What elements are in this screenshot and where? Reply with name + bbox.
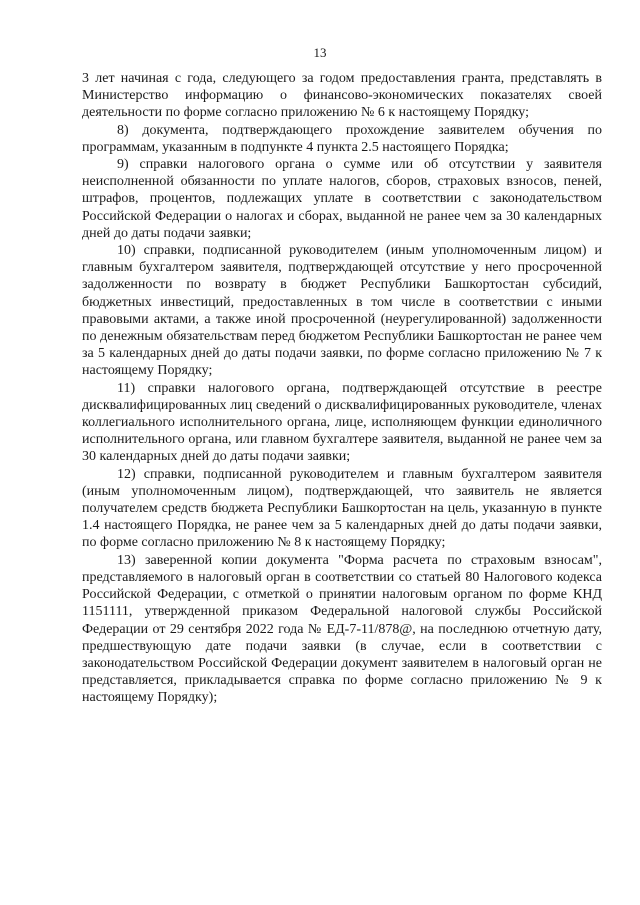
document-body [82, 70, 602, 707]
paragraph-item-10: 10) справки, подписанной руководителем (иным уполномоченным лицом) и главным бухгалтером заявителя, подтверждающей отсутствие у него просроченной задолженности по возврату в бюджет Республики Башкортостан субсидий, бюджетных инвестиций, предоставленных в том числе в соответствии с иными правовыми актами, а также иной просроченной (неурегулированной) задолженности по денежным обязательствам перед бюджетом Республики Башкортостан не ранее чем за 5 календарных дней до даты подачи заявки, по форме согласно приложению № 7 к настоящему Порядку; [82, 243, 602, 379]
paragraph-item-11: 11) справки налогового органа, подтверждающей отсутствие в реестре дисквалифицированных лиц сведений о дисквалифицированных руководителе, членах коллегиального исполнительного органа, лице, исполняющем функции единоличного исполнительного органа, или главном бухгалтере заявителя, выданной не ранее чем за 30 календарных дней до даты подачи заявки; [82, 380, 602, 465]
paragraph-item-13: 13) заверенной копии документа "Форма расчета по страховым взносам", представляемого в налоговый орган в соответствии со статьей 80 Налогового кодекса Российской Федерации, с отметкой о принятии налоговым органом по форме КНД 1151111, утвержденной приказом Федеральной налоговой службы Российской Федерации от 29 сентября 2022 года № ЕД-7-11/878@, на последнюю отчетную дату, предшествующую дате подачи заявки (в случае, если в соответствии с законодательством Российской Федерации документ заявителем в налоговый орган не представляется, прикладывается справка по форме согласно приложению № 9 к настоящему Порядку); [82, 552, 602, 706]
paragraph-item-9: 9) справки налогового органа о сумме или об отсутствии у заявителя неисполненной обязанности по уплате налогов, сборов, страховых взносов, пеней, штрафов, процентов, подлежащих уплате в соответствии с законодательством Российской Федерации о налогах и сборах, выданной не ранее чем за 30 календарных дней до даты подачи заявки; [82, 157, 602, 241]
paragraph-item-8: 8) документа, подтверждающего прохождение заявителем обучения по программам, указанным в подпункте 4 пункта 2.5 настоящего Порядка; [82, 122, 602, 155]
paragraph-continuation: 3 лет начиная с года, следующего за годом предоставления гранта, представлять в Министерство информацию о финансово-экономических показателях своей деятельности по форме согласно приложению № 6 к настоящему Порядку; [82, 71, 602, 121]
paragraph-item-12: 12) справки, подписанной руководителем и главным бухгалтером заявителя (иным уполномоченным лицом), подтверждающей, что заявитель не является получателем средств бюджета Республики Башкортостан на цель, указанную в пункте 1.4 настоящего Порядка, не ранее чем за 5 календарных дней до даты подачи заявки, по форме согласно приложению № 8 к настоящему Порядку; [82, 466, 602, 551]
page-number: 13 [313, 45, 327, 60]
